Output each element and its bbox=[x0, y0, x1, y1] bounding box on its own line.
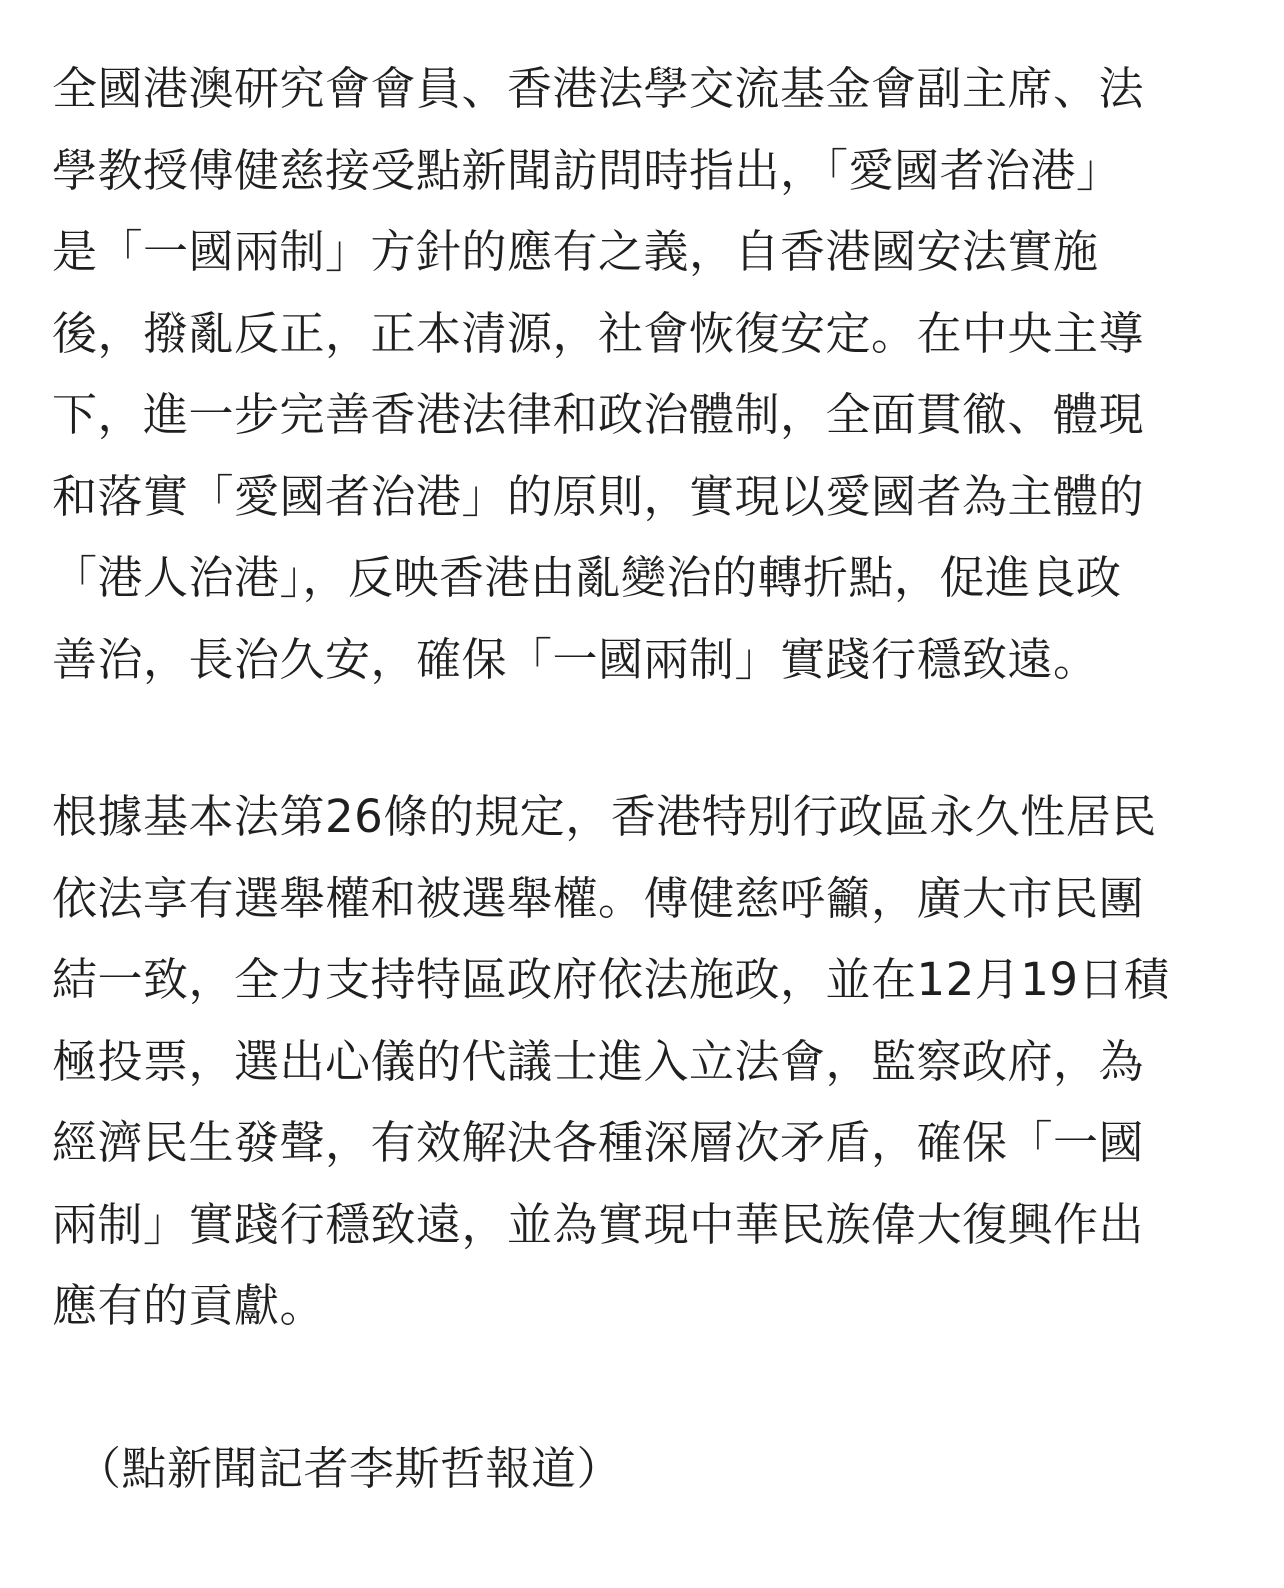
article-paragraph-1 bbox=[52, 48, 1212, 700]
paragraph-line: 下，進一步完善香港法律和政治體制，全面貫徹、體現 bbox=[52, 388, 1145, 441]
paragraph-line: 全國港澳研究會會員、香港法學交流基金會副主席、法 bbox=[52, 62, 1145, 115]
paragraph-line: 和落實「愛國者治港」的原則，實現以愛國者為主體的 bbox=[52, 469, 1145, 523]
reporter-byline: （點新聞記者李斯哲報道） bbox=[76, 1442, 623, 1495]
paragraph-line: 「港人治港」，反映香港由亂變治的轉折點，促進良政 bbox=[52, 551, 1122, 604]
paragraph-line: 經濟民生發聲，有效解決各種深層次矛盾，確保「一國 bbox=[52, 1116, 1145, 1169]
paragraph-line: 善治，長治久安，確保「一國兩制」實踐行穩致遠。 bbox=[52, 632, 1099, 686]
paragraph-line: 依法享有選舉權和被選舉權。傅健慈呼籲，廣大市民團 bbox=[52, 871, 1145, 925]
paragraph-line: 是「一國兩制」方針的應有之義，自香港國安法實施 bbox=[52, 225, 1099, 278]
paragraph-line: 應有的貢獻。 bbox=[52, 1279, 326, 1332]
paragraph-line: 極投票，選出心儀的代議士進入立法會，監察政府，為 bbox=[52, 1034, 1145, 1088]
paragraph-line: 根據基本法第26條的規定，香港特別行政區永久性居民 bbox=[52, 790, 1157, 843]
paragraph-line: 結一致，全力支持特區政府依法施政，並在12月19日積 bbox=[52, 953, 1170, 1006]
paragraph-line: 後，撥亂反正，正本清源，社會恢復安定。在中央主導 bbox=[52, 306, 1145, 360]
article-paragraph-2 bbox=[52, 776, 1212, 1347]
paragraph-line: 學教授傅健慈接受點新聞訪問時指出，「愛國者治港」 bbox=[52, 143, 1122, 197]
paragraph-line: 兩制」實踐行穩致遠，並為實現中華民族偉大復興作出 bbox=[52, 1197, 1145, 1251]
